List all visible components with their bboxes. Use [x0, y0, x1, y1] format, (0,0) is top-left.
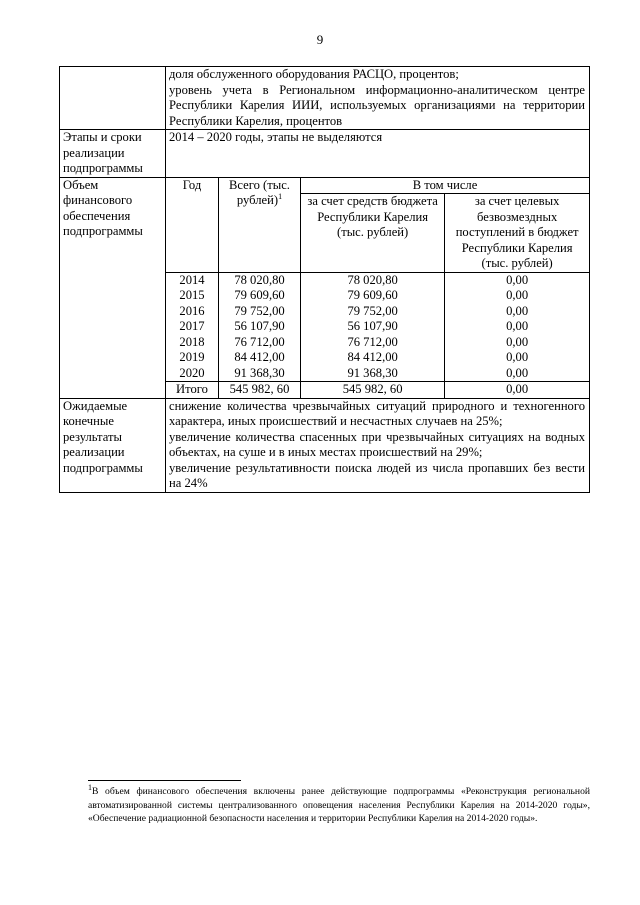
sum-grants: 0,00	[445, 382, 589, 398]
indicators-value-cell	[166, 67, 590, 130]
footnote-divider	[88, 780, 241, 781]
results-value-cell	[166, 398, 590, 492]
header-total	[219, 178, 301, 273]
financing-sum-row	[166, 382, 589, 398]
financing-total-value: 79 609,60	[234, 288, 285, 302]
financing-year-value: 2018	[179, 334, 205, 349]
indicator-item: доля обслуженного оборудования РАСЦО, процентов;	[169, 67, 459, 81]
grants-column	[445, 272, 589, 382]
financing-grants-value: 0,00	[506, 350, 529, 364]
header-budget: за счет средств бюджета Республики Карелия (тыс. рублей)	[301, 194, 445, 273]
financing-budget-value: 91 368,30	[347, 365, 398, 380]
footnote	[88, 782, 590, 826]
financing-total-value: 79 752,00	[234, 303, 285, 318]
stages-row	[60, 130, 590, 178]
page-number: 9	[316, 32, 324, 47]
financing-year-value: 2017	[179, 319, 205, 333]
passport-table	[59, 66, 590, 493]
financing-table	[166, 178, 589, 398]
financing-label: Объем финансового обеспечения подпрограммы	[60, 177, 166, 398]
result-item: увеличение результативности поиска людей из числа пропавших без вести на 24%	[169, 460, 585, 490]
budget-column	[301, 272, 445, 382]
financing-total-value: 76 712,00	[234, 334, 285, 349]
financing-total-value: 56 107,90	[234, 319, 285, 333]
financing-grants-value: 0,00	[506, 319, 529, 333]
financing-budget-value: 76 712,00	[347, 334, 398, 349]
financing-years-block	[166, 272, 589, 382]
footnote-ref: 1	[278, 191, 283, 201]
result-item: увеличение количества спасенных при чрезвычайных ситуациях на водных объектах, на суше и в иных местах происшествий на 29%;	[169, 429, 585, 459]
indicators-row	[60, 67, 590, 130]
financing-row	[60, 177, 590, 398]
result-item: снижение количества чрезвычайных ситуаций природного и техногенного характера, иных происшествий и несчастных случаев на 25%;	[169, 398, 585, 428]
stages-value: 2014 – 2020 годы, этапы не выделяются	[166, 130, 590, 178]
financing-header-row	[166, 178, 589, 194]
financing-grants-value: 0,00	[506, 365, 529, 380]
financing-grants-value: 0,00	[506, 272, 529, 287]
footnote-mark: 1	[88, 782, 92, 792]
sum-budget: 545 982, 60	[301, 382, 445, 398]
header-year: Год	[166, 178, 219, 273]
financing-year-value: 2015	[179, 288, 205, 302]
financing-year-value: 2016	[179, 303, 205, 318]
financing-cell	[166, 177, 590, 398]
financing-grants-value: 0,00	[506, 303, 529, 318]
financing-year-value: 2020	[179, 365, 205, 380]
totals-column	[219, 272, 301, 382]
financing-budget-value: 78 020,80	[347, 272, 398, 287]
indicator-item: уровень учета в Региональном информационно-аналитическом центре Республики Карелия ИИИ, используемых организациями на территории Республики Карелия, процентов	[169, 82, 585, 128]
financing-grants-value: 0,00	[506, 288, 529, 302]
indicators-label-cell	[60, 67, 166, 130]
financing-budget-value: 79 752,00	[347, 303, 398, 318]
stages-label: Этапы и сроки реализации подпрограммы	[60, 130, 166, 178]
header-including: В том числе	[301, 178, 590, 194]
sum-total: 545 982, 60	[219, 382, 301, 398]
header-total-label: Всего (тыс. рублей)	[229, 177, 290, 207]
financing-budget-value: 56 107,90	[347, 319, 398, 333]
financing-total-value: 84 412,00	[234, 350, 285, 364]
financing-budget-value: 84 412,00	[347, 350, 398, 364]
financing-grants-value: 0,00	[506, 334, 529, 349]
financing-total-value: 91 368,30	[234, 365, 285, 380]
financing-year-value: 2014	[179, 272, 205, 287]
results-label: Ожидаемые конечные результаты реализации подпрограммы	[60, 398, 166, 492]
sum-year: Итого	[166, 382, 219, 398]
results-row	[60, 398, 590, 492]
footnote-text: В объем финансового обеспечения включены ранее действующие подпрограммы «Реконструкция региональной автоматизированной системы централизованного оповещения населения Республики Карелия на 2014-2020 годы», «Обеспечение радиационной безопасности населения и территории Республики Карелия на 2014-2020 годы».	[88, 786, 590, 824]
years-column	[166, 272, 219, 382]
financing-budget-value: 79 609,60	[347, 288, 398, 302]
header-grants: за счет целевых безвозмездных поступлений в бюджет Республики Карелия (тыс. рублей)	[445, 194, 589, 273]
financing-total-value: 78 020,80	[234, 272, 285, 287]
financing-year-value: 2019	[179, 350, 205, 364]
